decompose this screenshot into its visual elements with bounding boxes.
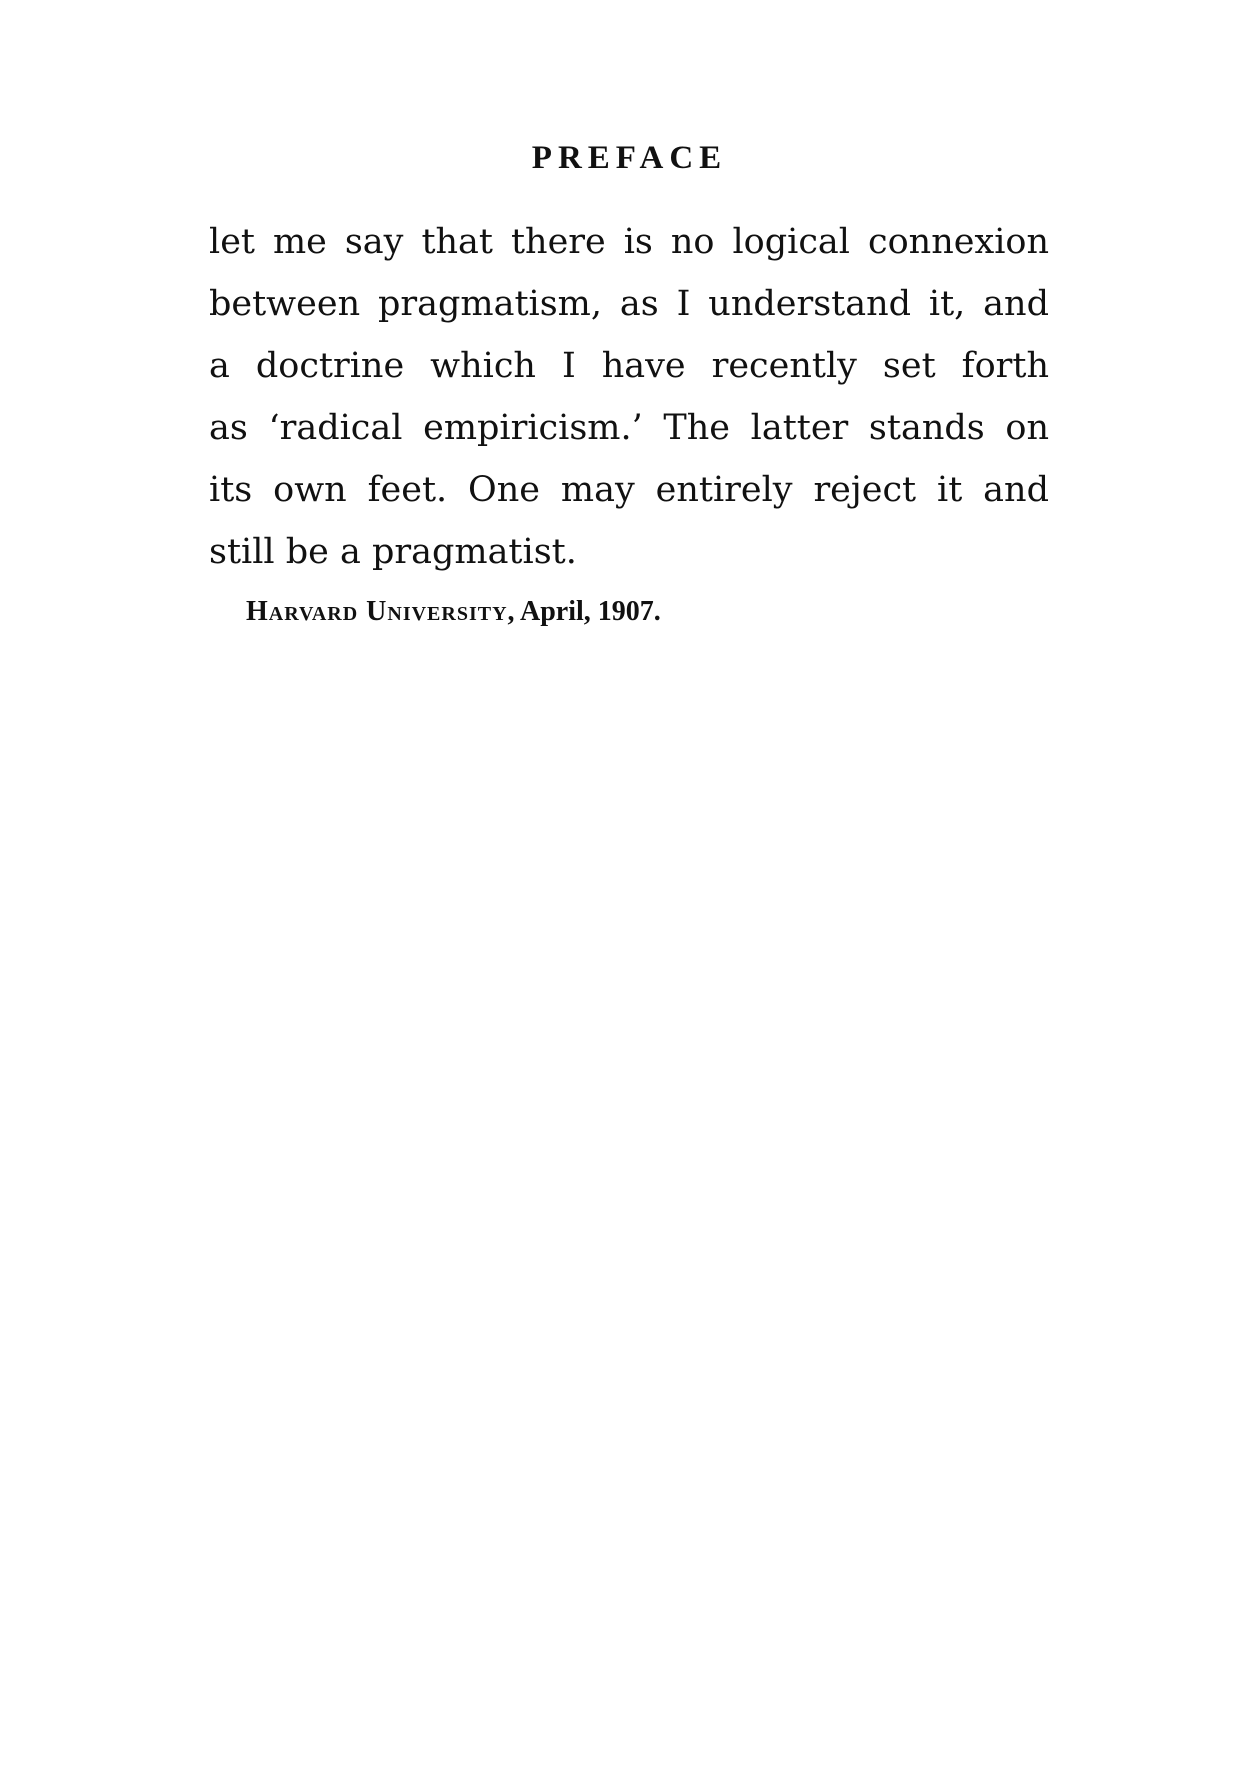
running-head: PREFACE (531, 140, 728, 176)
body-line: its own feet. One may entirely reject it and (209, 470, 1049, 510)
signature-line (246, 596, 661, 628)
body-line: between pragmatism, as I understand it, and (209, 284, 1049, 324)
body-line: let me say that there is no logical connexion (209, 222, 1049, 262)
body-paragraph (209, 211, 1049, 583)
body-line: a doctrine which I have recently set forth (209, 346, 1049, 386)
signature-date: , April, 1907. (507, 596, 661, 627)
body-line: as ‘radical empiricism.’ The latter stands on (209, 408, 1049, 448)
signature-institution: Harvard University (246, 596, 508, 627)
body-line: still be a pragmatist. (209, 532, 577, 572)
